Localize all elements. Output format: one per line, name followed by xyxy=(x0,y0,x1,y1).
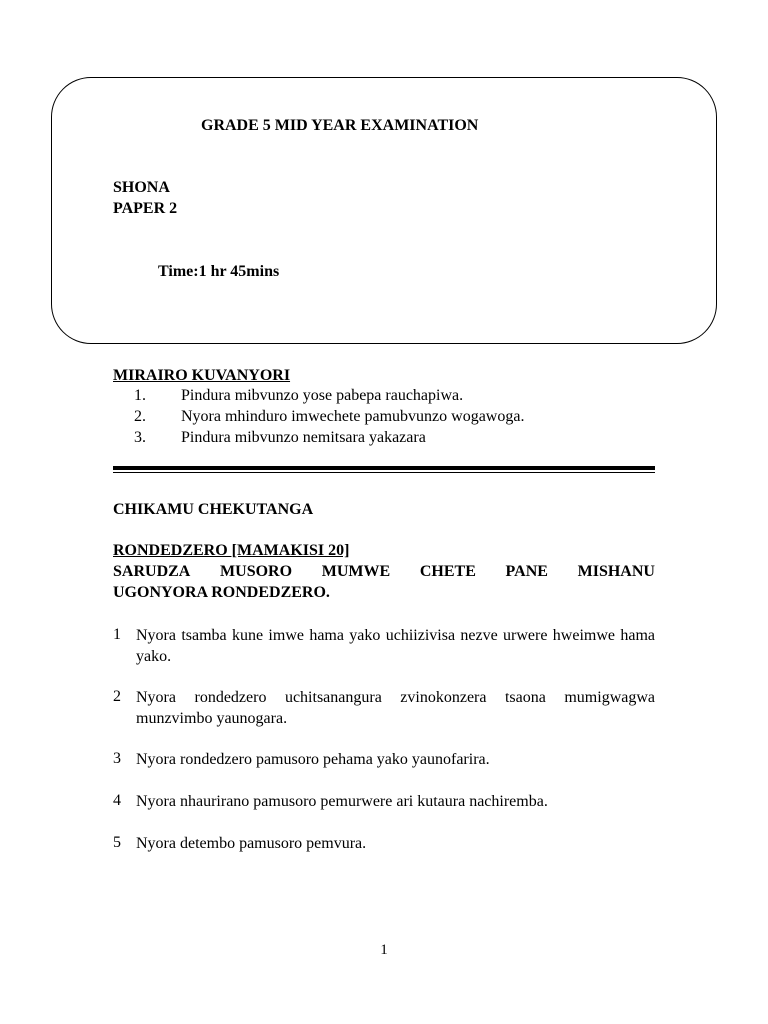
page-number: 1 xyxy=(380,942,388,958)
exam-title: GRADE 5 MID YEAR EXAMINATION xyxy=(201,117,479,134)
instruction-number: 2. xyxy=(134,408,146,425)
question-text: Nyora detembo pamusoro pemvura. xyxy=(136,835,367,852)
question-number: 5 xyxy=(113,834,121,851)
section-title: CHIKAMU CHEKUTANGA xyxy=(113,501,314,518)
paper-label: PAPER 2 xyxy=(113,200,178,217)
directive-word: PANE xyxy=(505,563,548,580)
subject-label: SHONA xyxy=(113,179,170,196)
instruction-text: Pindura mibvunzo nemitsara yakazara xyxy=(181,429,426,446)
question-text: Nyora rondedzero pamusoro pehama yako yaunofarira. xyxy=(136,751,490,768)
instructions-heading: MIRAIRO KUVANYORI xyxy=(113,367,291,384)
question-number: 2 xyxy=(113,688,121,705)
directive-word: SARUDZA xyxy=(113,563,191,580)
question-text: Nyora nhaurirano pamusoro pemurwere ari kutaura nachiremba. xyxy=(136,793,548,810)
question-text: Nyora tsamba kune imwe hama yako uchiizivisa nezve urwere hweimwe hama yako. xyxy=(136,627,655,665)
section-divider-thin xyxy=(113,472,655,473)
directive-line-2: UGONYORA RONDEDZERO. xyxy=(113,584,330,601)
instruction-text: Nyora mhinduro imwechete pamubvunzo wogawoga. xyxy=(181,408,525,425)
question-number: 4 xyxy=(113,792,121,809)
section-divider-thick xyxy=(113,466,655,470)
directive-word: CHETE xyxy=(419,563,476,580)
instruction-text: Pindura mibvunzo yose pabepa rauchapiwa. xyxy=(181,387,464,404)
instruction-number: 1. xyxy=(134,387,146,404)
directive-word: MUSORO xyxy=(220,563,293,580)
question-number: 1 xyxy=(113,626,121,643)
directive-word: MISHANU xyxy=(577,563,655,580)
question-number: 3 xyxy=(113,750,121,767)
directive-word: MUMWE xyxy=(321,563,391,580)
instruction-number: 3. xyxy=(134,429,146,446)
time-label: Time:1 hr 45mins xyxy=(158,263,280,280)
directive-line xyxy=(113,562,655,582)
question-text: Nyora rondedzero uchitsanangura zvinokonzera tsaona mumigwagwa munzvimbo yaunogara. xyxy=(136,689,655,727)
section-subheading: RONDEDZERO [MAMAKISI 20] xyxy=(113,542,350,559)
